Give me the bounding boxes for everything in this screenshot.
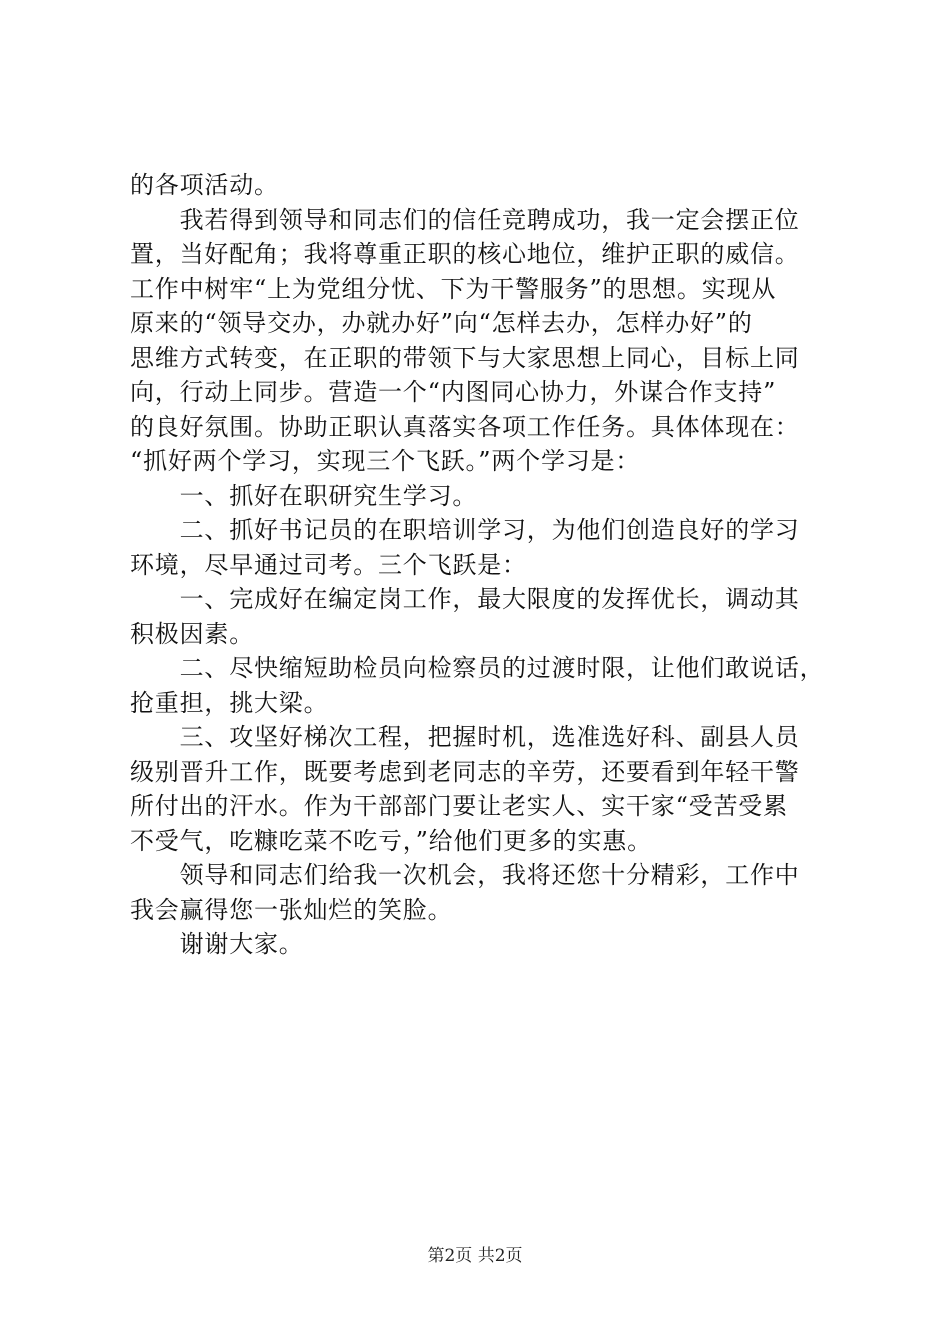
text-line: 一、完成好在编定岗工作，最大限度的发挥优长，调动其 bbox=[130, 585, 800, 613]
text-line: 积极因素。 bbox=[130, 619, 254, 648]
text-line: 级别晋升工作，既要考虑到老同志的辛劳，还要看到年轻干警 bbox=[130, 757, 800, 786]
text-line: 一、抓好在职研究生学习。 bbox=[130, 481, 478, 510]
text-line: 谢谢大家。 bbox=[130, 930, 304, 958]
text-line: 所付出的汗水。作为干部部门要让老实人、实干家“受苦受累 bbox=[130, 792, 788, 820]
text-line: 我若得到领导和同志们的信任竞聘成功，我一定会摆正位 bbox=[130, 205, 800, 234]
text-line: 我会赢得您一张灿烂的笑脸。 bbox=[130, 895, 453, 924]
page-number: 第2页 共2页 bbox=[427, 1246, 523, 1266]
text-line: 原来的“领导交办，办就办好”向“怎样去办，怎样办好”的 bbox=[130, 309, 753, 337]
text-line: 三、攻坚好梯次工程，把握时机，选准选好科、副县人员 bbox=[130, 723, 800, 751]
text-line: 置，当好配角；我将尊重正职的核心地位，维护正职的威信。 bbox=[130, 240, 800, 268]
document-body bbox=[130, 168, 830, 962]
text-line: 的各项活动。 bbox=[130, 171, 279, 199]
text-line: 领导和同志们给我一次机会，我将还您十分精彩，工作中 bbox=[130, 861, 800, 889]
text-line: 向，行动上同步。营造一个“内图同心协力，外谋合作支持” bbox=[130, 378, 777, 406]
text-line: “抓好两个学习，实现三个飞跃。”两个学习是： bbox=[130, 447, 641, 475]
text-line: 二、抓好书记员的在职培训学习，为他们创造良好的学习 bbox=[130, 516, 800, 544]
text-line: 抢重担，挑大梁。 bbox=[130, 688, 329, 717]
text-line: 的良好氛围。协助正职认真落实各项工作任务。具体体现在： bbox=[130, 412, 800, 441]
text-line: 工作中树牢“上为党组分忧、下为干警服务”的思想。实现从 bbox=[130, 274, 777, 303]
text-line: 环境，尽早通过司考。三个飞跃是： bbox=[130, 550, 527, 579]
text-line: 思维方式转变，在正职的带领下与大家思想上同心，目标上同 bbox=[130, 343, 800, 372]
text-line: 不受气，吃糠吃菜不吃亏，”给他们更多的实惠。 bbox=[130, 826, 652, 855]
text-line: 二、尽快缩短助检员向检察员的过渡时限，让他们敢说话， bbox=[130, 654, 825, 682]
